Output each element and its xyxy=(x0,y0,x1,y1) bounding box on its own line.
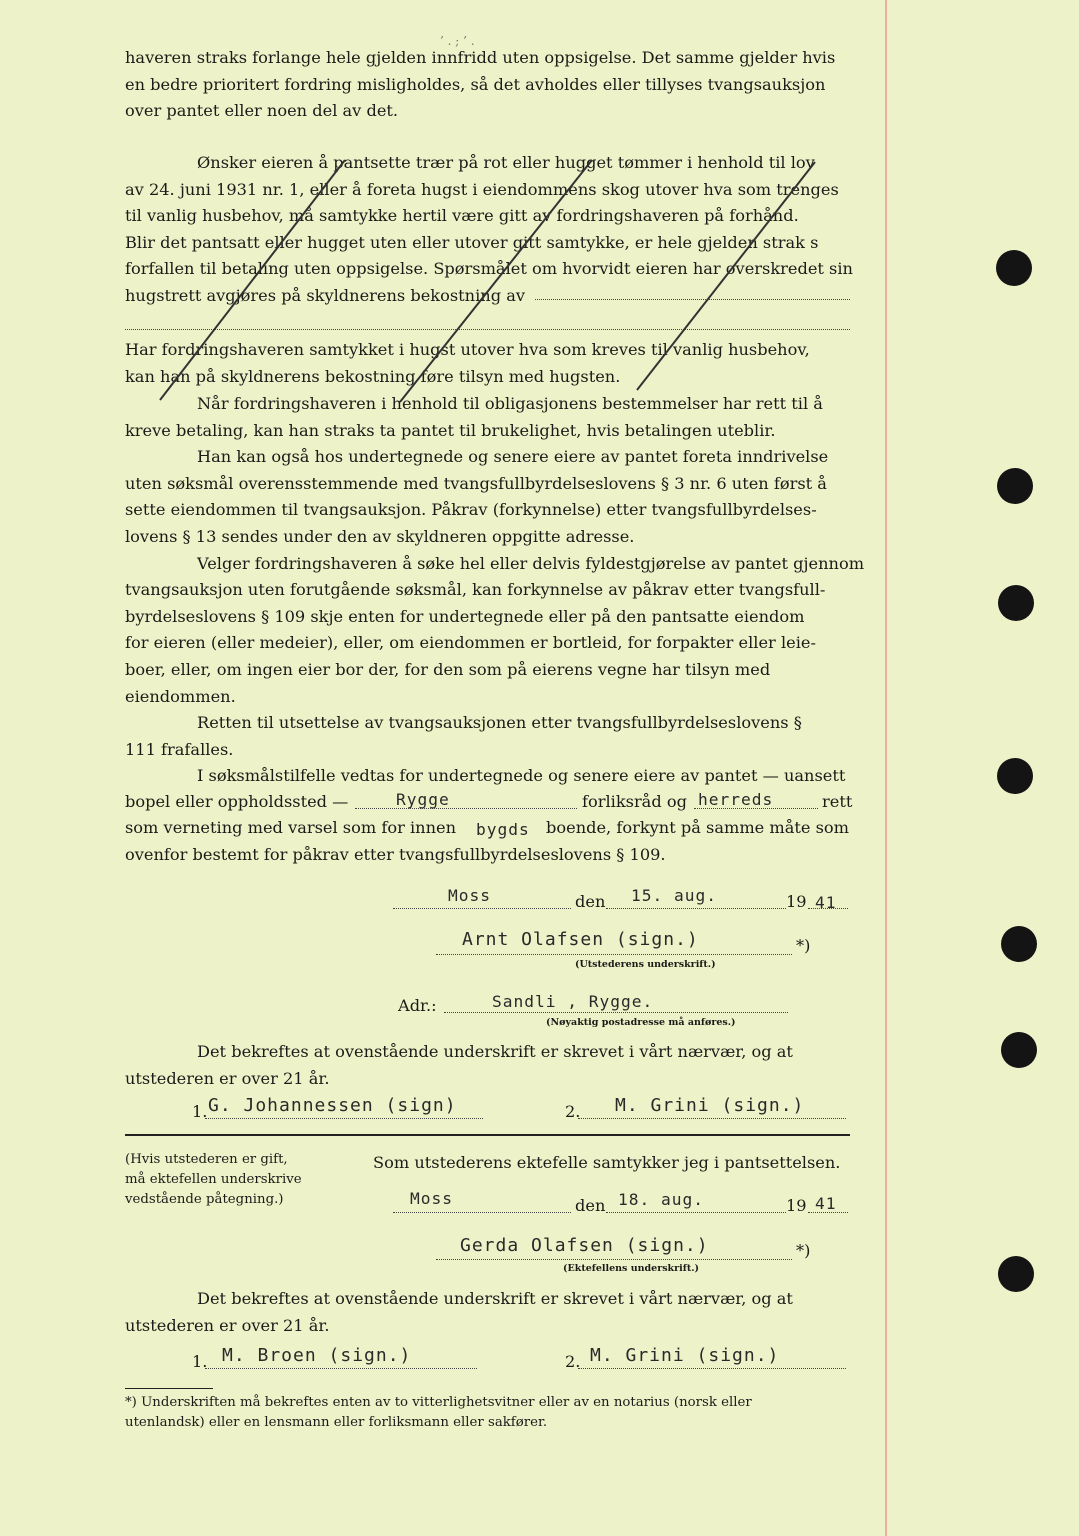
address-line xyxy=(444,1012,788,1013)
verneting-suffix: rett xyxy=(822,792,853,811)
strike-line xyxy=(637,162,815,390)
sign-date: 18. aug. xyxy=(618,1190,704,1209)
text-line: Ønsker eieren å pantsette trær på rot eller hugget tømmer i henhold til lov xyxy=(197,153,815,172)
place-line xyxy=(393,1212,571,1213)
text-line: kreve betaling, kan han straks ta pantet til brukelighet, hvis betalingen uteblir. xyxy=(125,420,776,440)
verneting-line4: ovenfor bestemt for påkrav etter tvangsfullbyrdelseslovens § 109. xyxy=(125,845,666,864)
text-line: over pantet eller noen del av det. xyxy=(125,101,399,121)
text-line: lovens § 13 sendes under den av skyldneren oppgitte adresse. xyxy=(125,526,635,546)
verneting-line3-suffix: boende, forkynt på samme måte som xyxy=(546,818,850,837)
asterisk-mark: *) xyxy=(796,1241,811,1260)
witness-number: 1. xyxy=(192,1352,208,1371)
signer-name: Gerda Olafsen (sign.) xyxy=(460,1235,709,1256)
witness-line xyxy=(205,1368,477,1369)
adr-label: Adr.: xyxy=(398,996,437,1015)
verneting-line3-prefix: som verneting med varsel som for innen xyxy=(125,818,457,837)
note-line: (Hvis utstederen er gift, xyxy=(125,1152,288,1167)
year-suffix: 41 xyxy=(815,1194,837,1213)
witness-paragraph-1 xyxy=(125,1039,850,1092)
witness-number: 2. xyxy=(565,1102,581,1121)
text-line: haveren straks forlange hele gjelden innfridd uten oppsigelse. Det samme gjelder hvis xyxy=(125,48,836,67)
spouse-consent: Som utstederens ektefelle samtykker jeg i pantsettelsen. xyxy=(373,1153,841,1172)
text-line: Har fordringshaveren samtykket i hugst utover hva som kreves til vanlig husbehov, xyxy=(125,340,810,359)
witness-line xyxy=(578,1118,846,1119)
footnote-line: *) Underskriften må bekreftes enten av to vitterlighetsvitner eller av en notarius (norsk eller xyxy=(125,1395,752,1410)
footnote-line: utenlandsk) eller en lensmann eller forliksmann eller sakfører. xyxy=(125,1415,548,1430)
den-label: den xyxy=(575,1196,606,1215)
witness-number: 1. xyxy=(192,1102,208,1121)
signature-line xyxy=(436,954,792,955)
text-line: kan han på skyldnerens bekostning føre tilsyn med hugsten. xyxy=(125,366,621,386)
text-line: forfallen til betaling uten oppsigelse. Spørsmålet om hvorvidt eieren har overskredet sin xyxy=(125,259,853,279)
text-line: til vanlig husbehov, må samtykke hertil være gitt av fordringshaveren på forhånd. xyxy=(125,206,799,226)
text-line: tvangsauksjon uten forutgående søksmål, kan forkynnelse av påkrav etter tvangsfull‑ xyxy=(125,580,826,600)
note-line: vedstående påtegning.) xyxy=(125,1192,284,1207)
witness-paragraph-2 xyxy=(125,1286,850,1339)
date-line xyxy=(606,908,786,909)
year-suffix: 41 xyxy=(815,893,837,912)
signature-caption: (Ektefellens underskrift.) xyxy=(563,1263,700,1274)
text-line: for eieren (eller medeier), eller, om eiendommen er bortleid, for forpakter eller leie‑ xyxy=(125,633,816,653)
strike-line xyxy=(160,160,345,400)
witness-name: M. Grini (sign.) xyxy=(590,1345,780,1366)
text-line: sette eiendommen til tvangsauksjon. Påkrav (forkynnelse) etter tvangsfullbyrdelses‑ xyxy=(125,500,817,520)
witness-name: M. Broen (sign.) xyxy=(222,1345,412,1366)
date-line xyxy=(606,1212,786,1213)
spouse-note xyxy=(125,1150,325,1210)
note-line: må ektefellen underskrive xyxy=(125,1172,302,1187)
footnote xyxy=(125,1393,850,1433)
typed-court: herreds xyxy=(698,790,774,809)
text-line: en bedre prioritert fordring misligholdes, så det avholdes eller tillyses tvangsauksjon xyxy=(125,74,826,94)
header-marks: ’ . ; ’ . xyxy=(440,34,475,48)
witness-name: M. Grini (sign.) xyxy=(615,1095,805,1116)
paragraph-main xyxy=(125,391,865,790)
witness-name: G. Johannessen (sign) xyxy=(208,1095,457,1116)
sign-place: Moss xyxy=(410,1189,453,1208)
text-line: av 24. juni 1931 nr. 1, eller å foreta hugst i eiendommens skog utover hva som trenges xyxy=(125,179,839,199)
year-prefix: 19 xyxy=(786,1196,807,1215)
year-prefix: 19 xyxy=(786,892,807,911)
blank-line xyxy=(355,808,577,809)
witness-number: 2. xyxy=(565,1352,581,1371)
text-line: I søksmålstilfelle vedtas for undertegnede og senere eiere av pantet — uansett xyxy=(197,766,846,786)
text-line: byrdelseslovens § 109 skje enten for undertegnede eller på den pantsatte eiendom xyxy=(125,606,805,626)
address-value: Sandli , Rygge. xyxy=(492,992,654,1011)
text-line: 111 frafalles. xyxy=(125,739,234,759)
witness-line xyxy=(578,1368,846,1369)
text-line: utstederen er over 21 år. xyxy=(125,1315,330,1335)
place-line xyxy=(393,908,571,909)
text-line: Retten til utsettelse av tvangsauksjonen etter tvangsfullbyrdelseslovens § xyxy=(197,713,802,733)
typed-place: Rygge xyxy=(396,790,450,809)
signature-line xyxy=(436,1259,792,1260)
sign-date: 15. aug. xyxy=(631,886,717,905)
den-label: den xyxy=(575,892,606,911)
strike-line xyxy=(400,160,592,402)
text-line: boer, eller, om ingen eier bor der, for den som på eierens vegne har tilsyn med xyxy=(125,659,771,679)
text-line: Når fordringshaveren i henhold til obligasjonens bestemmelser har rett til å xyxy=(197,394,823,413)
verneting-prefix: bopel eller oppholdssted — xyxy=(125,792,349,811)
text-line: Han kan også hos undertegnede og senere eiere av pantet foreta inndrivelse xyxy=(197,447,829,467)
text-line: Blir det pantsatt eller hugget uten eller utover gitt samtykke, er hele gjelden strak s xyxy=(125,232,819,252)
signature-caption: (Utstederens underskrift.) xyxy=(575,959,716,970)
text-line: utstederen er over 21 år. xyxy=(125,1068,330,1088)
text-line: Velger fordringshaveren å søke hel eller delvis fyldestgjørelse av pantet gjennom xyxy=(197,553,865,573)
signer-name: Arnt Olafsen (sign.) xyxy=(462,929,699,950)
section-divider xyxy=(125,1134,850,1136)
sign-place: Moss xyxy=(448,886,491,905)
asterisk-mark: *) xyxy=(796,936,811,955)
verneting-middle: forliksråd og xyxy=(582,792,687,811)
text-line: Det bekreftes at ovenstående underskrift er skrevet i vårt nærvær, og at xyxy=(197,1289,793,1308)
text-line: eiendommen. xyxy=(125,686,236,706)
text-line: uten søksmål overensstemmende med tvangsfullbyrdelseslovens § 3 nr. 6 uten først å xyxy=(125,473,827,493)
text-line: Det bekreftes at ovenstående underskrift er skrevet i vårt nærvær, og at xyxy=(197,1042,793,1061)
witness-line xyxy=(205,1118,483,1119)
text-line: hugstrett avgjøres på skyldnerens bekostning av xyxy=(125,285,525,305)
typed-bygds: bygds xyxy=(476,820,530,839)
address-caption: (Nøyaktig postadresse må anføres.) xyxy=(546,1017,736,1028)
footnote-rule xyxy=(125,1388,213,1389)
